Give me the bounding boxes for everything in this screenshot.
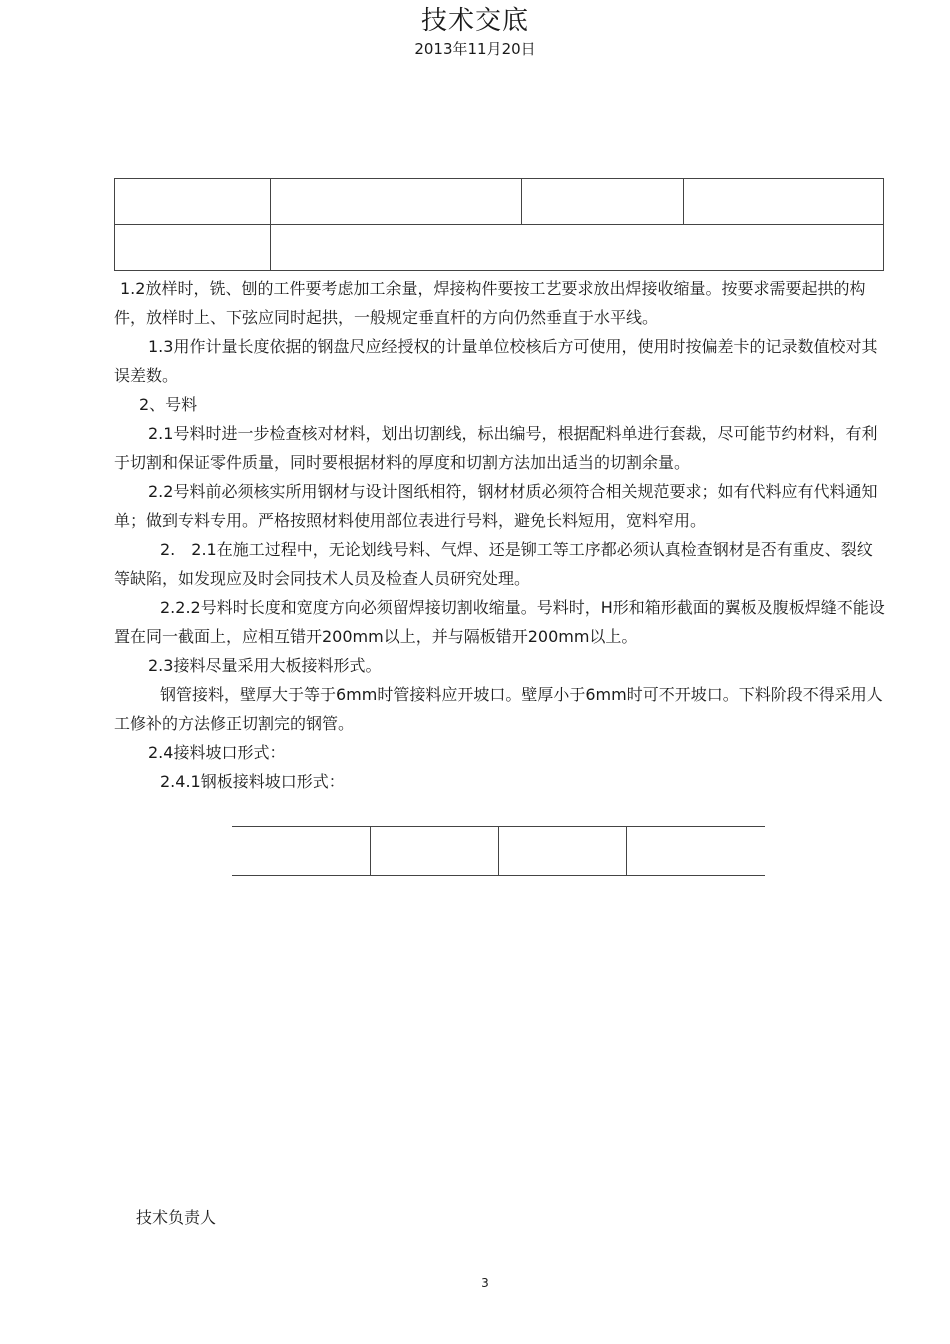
- document-date: 2013年11月20日: [414, 40, 536, 58]
- paragraph-steel-pipe: 钢管接料，壁厚大于等于6mm时管接料应开坡口。壁厚小于6mm时可不开坡口。下料阶段不得采用人工修补的方法修正切割完的钢管。: [114, 685, 883, 733]
- document-body: [114, 274, 886, 796]
- paragraph-1-2: 1.2放样时，铣、刨的工件要考虑加工余量，焊接构件要按工艺要求放出焊接收缩量。按要求需要起拱的构件，放样时上、下弦应同时起拱，一般规定垂直杆的方向仍然垂直于水平线。: [114, 279, 866, 327]
- table-cell: [370, 827, 498, 876]
- table-cell: [498, 827, 626, 876]
- document-title: 技术交底: [420, 6, 529, 36]
- table-cell: [271, 225, 884, 271]
- header-info-table: [114, 178, 884, 271]
- table-row: [115, 179, 884, 225]
- table-cell: [115, 179, 271, 225]
- table-cell: [271, 179, 522, 225]
- paragraph-2-3: 2.3接料尽量采用大板接料形式。: [148, 656, 382, 675]
- table-row: [232, 827, 765, 876]
- paragraph-2-2-2: 2.2.2号料时长度和宽度方向必须留焊接切割收缩量。号料时，H形和箱形截面的翼板及腹板焊缝不能设置在同一截面上，应相互错开200mm以上，并与隔板错开200mm以上。: [114, 598, 885, 646]
- table-cell: [626, 827, 765, 876]
- table-cell: [232, 827, 370, 876]
- heading-2-numbering: 2、号料: [139, 395, 198, 414]
- table-cell: [684, 179, 884, 225]
- table-cell: [522, 179, 684, 225]
- signer-label: 技术负责人: [136, 1208, 217, 1227]
- paragraph-2-4: 2.4接料坡口形式：: [148, 743, 286, 762]
- page-number: 3: [481, 1276, 489, 1290]
- paragraph-2-2: 2.2号料前必须核实所用钢材与设计图纸相符，钢材材质必须符合相关规范要求；如有代料应有代料通知单；做到专料专用。严格按照材料使用部位表进行号料，避免长料短用，宽料窄用。: [114, 482, 878, 530]
- table-row: [115, 225, 884, 271]
- paragraph-2-1: 2.1号料时进一步检查核对材料，划出切割线，标出编号，根据配料单进行套裁，尽可能节约材料，有利于切割和保证零件质量，同时要根据材料的厚度和切割方法加出适当的切割余量。: [114, 424, 878, 472]
- table-cell: [115, 225, 271, 271]
- paragraph-1-3: 1.3用作计量长度依据的钢盘尺应经授权的计量单位校核后方可使用，使用时按偏差卡的记录数值校对其误差数。: [114, 337, 878, 385]
- groove-form-table: [232, 826, 765, 876]
- paragraph-2-4-1: 2.4.1钢板接料坡口形式：: [160, 772, 345, 791]
- paragraph-2-2-1: 2. 2.1在施工过程中，无论划线号料、气焊、还是铆工等工序都必须认真检查钢材是否有重皮、裂纹等缺陷，如发现应及时会同技术人员及检查人员研究处理。: [114, 540, 873, 588]
